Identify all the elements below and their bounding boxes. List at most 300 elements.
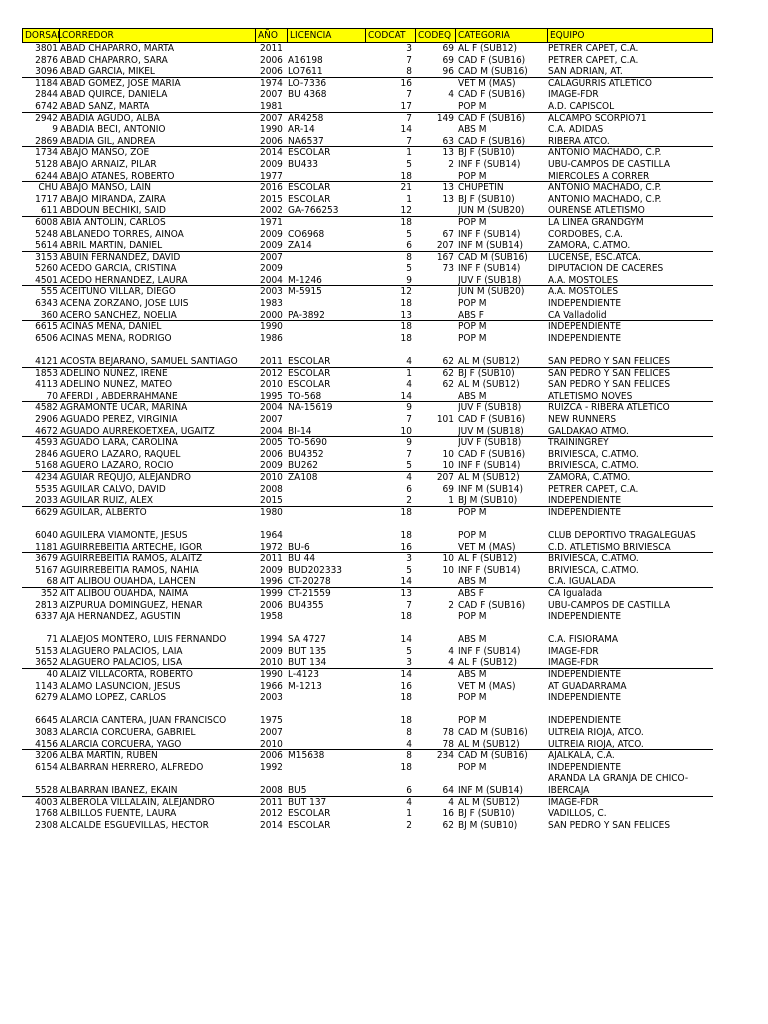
table-row [22, 437, 713, 449]
ano-cell: 2016 [260, 182, 283, 194]
table-row [22, 692, 713, 704]
table-row [22, 159, 713, 171]
categoria-cell: CAD F (SUB16) [458, 89, 526, 101]
equipo-cell: C.D. ATLETISMO BRIVIESCA [548, 541, 671, 553]
categoria-cell: CHUPETIN [458, 182, 504, 194]
codcat-cell: 5 [406, 263, 412, 275]
equipo-cell: CA Igualada [548, 587, 603, 599]
codeq-cell: 4 [448, 657, 454, 669]
table-row [22, 205, 713, 217]
licencia-cell: M-5915 [288, 286, 322, 298]
categoria-cell: AL F (SUB12) [458, 43, 517, 54]
corredor-cell: AGUIRREBEITIA ARTECHE, IGOR [60, 541, 203, 553]
categoria-cell: POP M [458, 170, 487, 182]
table-row [22, 263, 713, 275]
ano-cell: 1975 [260, 715, 283, 727]
codcat-cell: 9 [406, 402, 412, 414]
table-row [22, 750, 713, 762]
table-row [22, 298, 713, 310]
dorsal-cell: 5128 [35, 158, 58, 170]
corredor-cell: ABAD QUIRCE, DANIELA [60, 89, 168, 101]
dorsal-cell: 5535 [35, 483, 58, 495]
ano-cell: 2006 [260, 750, 283, 762]
equipo-cell: UBU-CAMPOS DE CASTILLA [548, 158, 671, 170]
codcat-cell: 7 [406, 448, 412, 460]
dorsal-cell: 611 [40, 205, 58, 217]
ano-cell: 2007 [260, 414, 283, 425]
ano-cell: 1983 [260, 298, 283, 310]
codcat-cell: 14 [400, 634, 412, 646]
codeq-cell: 4 [448, 645, 454, 657]
dorsal-cell: 70 [46, 390, 58, 402]
categoria-cell: POP M [458, 298, 487, 310]
dorsal-cell: 6506 [35, 332, 58, 344]
codcat-cell: 4 [406, 471, 412, 483]
licencia-cell: LO-7336 [288, 77, 327, 89]
equipo-cell: ZAMORA, C.ATMO. [548, 240, 631, 252]
dorsal-cell: 1184 [35, 77, 58, 89]
equipo-cell: ARANDA LA GRANJA DE CHICO- [548, 773, 689, 785]
dorsal-cell: 6343 [35, 298, 58, 310]
categoria-cell: AL F (SUB12) [458, 657, 517, 669]
dorsal-cell: 6742 [35, 100, 58, 112]
codcat-cell: 5 [406, 460, 412, 472]
ano-cell: 2009 [260, 460, 283, 472]
categoria-cell: INF M (SUB14) [458, 483, 523, 495]
codcat-cell: 4 [406, 379, 412, 391]
categoria-cell: ABS F [458, 309, 484, 321]
equipo-cell: C.A. ADIDAS [548, 124, 604, 136]
ano-cell: 1974 [260, 77, 283, 89]
corredor-cell: ABAJO MIRANDA, ZAIRA [60, 193, 166, 205]
corredor-cell: ACEDO GARCIA, CRISTINA [60, 263, 177, 275]
dorsal-cell: 68 [46, 576, 58, 588]
equipo-cell: INDEPENDIENTE [548, 506, 621, 518]
licencia-cell: NA6537 [288, 135, 324, 147]
table-row [22, 275, 713, 287]
dorsal-cell: 6279 [35, 692, 58, 704]
table-row [22, 495, 713, 507]
codcat-cell: 18 [400, 321, 412, 333]
table-row [22, 43, 713, 55]
codcat-cell: 6 [406, 483, 412, 495]
dorsal-cell: 2876 [35, 54, 58, 66]
categoria-cell: BJ F (SUB10) [458, 367, 515, 379]
categoria-cell: ABS M [458, 669, 487, 681]
licencia-cell: PA-3892 [288, 309, 325, 321]
codcat-cell: 16 [400, 541, 412, 553]
categoria-cell: POP M [458, 321, 487, 333]
ano-cell: 2008 [260, 785, 283, 796]
corredor-cell: AJA HERNANDEZ, AGUSTIN [60, 611, 181, 623]
dorsal-cell: 5528 [35, 785, 58, 796]
corredor-cell: ABAD GOMEZ, JOSE MARIA [60, 77, 181, 89]
ano-cell: 2010 [260, 738, 283, 750]
codeq-cell: 1 [448, 495, 454, 507]
licencia-cell: BI-14 [288, 425, 312, 437]
categoria-cell: POP M [458, 506, 487, 518]
dorsal-cell: 40 [46, 669, 58, 681]
table-row [22, 321, 713, 333]
codcat-cell: 1 [406, 193, 412, 205]
equipo-cell: CA Valladolid [548, 309, 607, 321]
licencia-cell: ESCOLAR [288, 147, 331, 159]
categoria-cell: POP M [458, 529, 487, 541]
equipo-cell: INDEPENDIENTE [548, 611, 621, 623]
codeq-cell: 13 [442, 182, 454, 194]
codeq-cell: 13 [442, 147, 454, 159]
ano-cell: 1986 [260, 332, 283, 344]
dorsal-cell: 360 [40, 309, 58, 321]
corredor-cell: ABAJO MANSO, LAIN [60, 182, 151, 194]
codcat-cell: 18 [400, 506, 412, 518]
header-dorsal: DORSAL [25, 30, 63, 41]
codcat-cell: 13 [400, 309, 412, 321]
categoria-cell: INF F (SUB14) [458, 158, 521, 170]
ano-cell: 2011 [260, 796, 283, 808]
ano-cell: 2009 [260, 263, 283, 275]
licencia-cell: NA-15619 [288, 402, 333, 414]
codcat-cell: 14 [400, 390, 412, 402]
equipo-cell: RIBERA ATCO. [548, 135, 610, 147]
ano-cell: 2010 [260, 657, 283, 669]
codcat-cell: 2 [406, 819, 412, 831]
dorsal-cell: 4582 [35, 402, 58, 414]
codeq-cell: 149 [436, 112, 454, 124]
equipo-cell: SAN ADRIAN, AT. [548, 66, 623, 78]
categoria-cell: CAD F (SUB16) [458, 599, 526, 611]
categoria-cell: CAD F (SUB16) [458, 135, 526, 147]
codeq-cell: 167 [436, 251, 454, 263]
equipo-cell: BRIVIESCA, C.ATMO. [548, 460, 639, 472]
corredor-cell: ABAJO MANSO, ZOE [60, 147, 150, 159]
dorsal-cell: 352 [40, 587, 58, 599]
equipo-cell: PETRER CAPET, C.A. [548, 483, 639, 495]
table-row [22, 194, 713, 206]
ano-cell: 1992 [260, 761, 283, 773]
equipo-cell: INDEPENDIENTE [548, 298, 621, 310]
equipo-cell: AJALKALA, C.A. [548, 750, 615, 762]
corredor-cell: ALAMO LASUNCION, JESUS [60, 680, 181, 692]
categoria-cell: VET M (MAS) [458, 680, 516, 692]
ano-cell: 2009 [260, 240, 283, 252]
corredor-cell: ABADIA GIL, ANDREA [60, 135, 156, 147]
codcat-cell: 5 [406, 564, 412, 576]
categoria-cell: VET M (MAS) [458, 77, 516, 89]
categoria-cell: INF F (SUB14) [458, 263, 521, 275]
codcat-cell: 6 [406, 785, 412, 796]
equipo-cell: C.A. FISIORAMA [548, 634, 619, 646]
equipo-cell: C.A. IGUALADA [548, 576, 616, 588]
categoria-cell: INF F (SUB14) [458, 645, 521, 657]
codeq-cell: 16 [442, 808, 454, 820]
categoria-cell: ABS M [458, 576, 487, 588]
categoria-cell: INF F (SUB14) [458, 564, 521, 576]
codeq-cell: 63 [442, 135, 454, 147]
header-equipo: EQUIPO [547, 29, 712, 42]
ano-cell: 2003 [260, 692, 283, 704]
licencia-cell: BU 4368 [288, 89, 327, 101]
codcat-cell: 18 [400, 332, 412, 344]
ano-cell: 2008 [260, 483, 283, 495]
dorsal-cell: 6645 [35, 715, 58, 727]
table-row [22, 773, 713, 785]
codcat-cell: 3 [406, 657, 412, 669]
codcat-cell: 3 [406, 553, 412, 565]
corredor-cell: AGUADO LARA, CAROLINA [60, 437, 178, 449]
table-row [22, 820, 713, 832]
table-row [22, 797, 713, 809]
dorsal-cell: 3096 [35, 66, 58, 78]
codcat-cell: 18 [400, 611, 412, 623]
header-licencia: LICENCIA [287, 29, 365, 42]
codcat-cell: 14 [400, 124, 412, 136]
corredor-cell: ALBA MARTIN, RUBEN [60, 750, 158, 762]
codeq-cell: 207 [436, 471, 454, 483]
corredor-cell: AGUILAR RUIZ, ALEX [60, 495, 154, 507]
corredor-cell: AGUIRREBEITIA RAMOS, NAHIA [60, 564, 199, 576]
categoria-cell: JUV F (SUB18) [458, 274, 522, 286]
table-row [22, 634, 713, 646]
categoria-cell: CAD M (SUB16) [458, 66, 528, 78]
ano-cell: 2000 [260, 309, 283, 321]
codcat-cell: 8 [406, 750, 412, 762]
equipo-cell: IMAGE-FDR [548, 657, 599, 669]
corredor-cell: ALBILLOS FUENTE, LAURA [60, 808, 177, 820]
corredor-cell: ABAD SANZ, MARTA [60, 100, 150, 112]
dorsal-cell: 5153 [35, 645, 58, 657]
codeq-cell: 13 [442, 193, 454, 205]
corredor-cell: ABAJO ATANES, ROBERTO [60, 170, 175, 182]
categoria-cell: CAD F (SUB16) [458, 112, 526, 124]
equipo-cell: ZAMORA, C.ATMO. [548, 471, 631, 483]
equipo-cell: LA LINEA GRANDGYM [548, 216, 644, 228]
licencia-cell: CT-21559 [288, 587, 331, 599]
equipo-cell: BRIVIESCA, C.ATMO. [548, 553, 639, 565]
codeq-cell: 69 [442, 483, 454, 495]
dorsal-cell: 3083 [35, 727, 58, 739]
ano-cell: 2006 [260, 135, 283, 147]
codcat-cell: 1 [406, 808, 412, 820]
table-row [22, 681, 713, 693]
dorsal-cell: 1768 [35, 808, 58, 820]
codcat-cell: 18 [400, 298, 412, 310]
codcat-cell: 10 [400, 425, 412, 437]
ano-cell: 1977 [260, 170, 283, 182]
licencia-cell: BUT 137 [288, 796, 327, 808]
dorsal-cell: 2906 [35, 414, 58, 425]
ano-cell: 2014 [260, 819, 283, 831]
dorsal-cell: 6008 [35, 216, 58, 228]
codcat-cell: 4 [406, 796, 412, 808]
table-row [22, 55, 713, 67]
categoria-cell: POP M [458, 216, 487, 228]
spacer-row [22, 623, 713, 635]
corredor-cell: ABDOUN BECHIKI, SAID [60, 205, 166, 217]
equipo-cell: SAN PEDRO Y SAN FELICES [548, 367, 671, 379]
table-row [22, 600, 713, 612]
dorsal-cell: 1717 [35, 193, 58, 205]
codcat-cell: 14 [400, 576, 412, 588]
dorsal-cell: 4501 [35, 274, 58, 286]
dorsal-cell: CHU [38, 182, 58, 194]
equipo-cell: CORDOBES, C.A. [548, 228, 623, 240]
ano-cell: 2012 [260, 367, 283, 379]
ano-cell: 2006 [260, 66, 283, 78]
codeq-cell: 4 [448, 796, 454, 808]
licencia-cell: BU 44 [288, 553, 316, 565]
licencia-cell: BU-6 [288, 541, 310, 553]
ano-cell: 2009 [260, 645, 283, 657]
codeq-cell: 10 [442, 564, 454, 576]
codcat-cell: 16 [400, 77, 412, 89]
corredor-cell: ADELIÑO NUÑEZ, IRENE [60, 367, 168, 379]
corredor-cell: AGUILAR CALVO, DAVID [60, 483, 166, 495]
corredor-cell: ALCALDE ESGUEVILLAS, HECTOR [60, 819, 209, 831]
licencia-cell: CT-20278 [288, 576, 331, 588]
categoria-cell: BJ F (SUB10) [458, 193, 515, 205]
corredor-cell: ACEITUNO VILLAR, DIEGO [60, 286, 176, 298]
equipo-cell: BRIVIESCA, C.ATMO. [548, 564, 639, 576]
categoria-cell: AL M (SUB12) [458, 356, 520, 368]
licencia-cell: ZA14 [288, 240, 312, 252]
header-corredor: CORREDOR [59, 29, 255, 42]
dorsal-cell: 2308 [35, 819, 58, 831]
table-row [22, 124, 713, 136]
codcat-cell: 21 [400, 182, 412, 194]
equipo-cell: SAN PEDRO Y SAN FELICES [548, 356, 671, 368]
dorsal-cell: 5614 [35, 240, 58, 252]
dorsal-cell: 4121 [35, 356, 58, 368]
codcat-cell: 17 [400, 100, 412, 112]
licencia-cell: BU4355 [288, 599, 324, 611]
ano-cell: 2005 [260, 437, 283, 449]
ano-cell: 1964 [260, 529, 283, 541]
corredor-cell: ALAEJOS MONTERO, LUIS FERNANDO [60, 634, 227, 646]
dorsal-cell: 6337 [35, 611, 58, 623]
categoria-cell: ABS M [458, 390, 487, 402]
ano-cell: 2007 [260, 727, 283, 739]
codcat-cell: 8 [406, 66, 412, 78]
dorsal-cell: 3679 [35, 553, 58, 565]
dorsal-cell: 6040 [35, 529, 58, 541]
equipo-cell: SAN PEDRO Y SAN FELICES [548, 819, 671, 831]
table-row [22, 426, 713, 438]
codcat-cell: 18 [400, 216, 412, 228]
codcat-cell: 8 [406, 251, 412, 263]
dorsal-cell: 5248 [35, 228, 58, 240]
equipo-cell: TRAININGREY [548, 437, 609, 449]
corredor-cell: AGUILAR, ALBERTO [60, 506, 147, 518]
corredor-cell: ABRIL MARTIN, DANIEL [60, 240, 163, 252]
table-row [22, 356, 713, 368]
equipo-cell: LUCENSE, ESC.ATCA. [548, 251, 641, 263]
corredor-cell: AGUADO PEREZ, VIRGINIA [60, 414, 178, 425]
ano-cell: 2011 [260, 356, 283, 368]
codcat-cell: 1 [406, 147, 412, 159]
table-row [22, 739, 713, 751]
corredor-cell: ALAIZ VILLACORTA, ROBERTO [60, 669, 193, 681]
dorsal-cell: 4003 [35, 796, 58, 808]
categoria-cell: ABS M [458, 124, 487, 136]
categoria-cell: POP M [458, 100, 487, 112]
dorsal-cell: 6629 [35, 506, 58, 518]
table-row [22, 553, 713, 565]
licencia-cell: AR-14 [288, 124, 315, 136]
codcat-cell: 9 [406, 437, 412, 449]
licencia-cell: M-1213 [288, 680, 322, 692]
dorsal-cell: 6154 [35, 761, 58, 773]
codeq-cell: 73 [442, 263, 454, 275]
licencia-cell: BUT 135 [288, 645, 327, 657]
ano-cell: 2007 [260, 112, 283, 124]
dorsal-cell: 4234 [35, 471, 58, 483]
dorsal-cell: 4672 [35, 425, 58, 437]
licencia-cell: BUT 134 [288, 657, 327, 669]
dorsal-cell: 1181 [35, 541, 58, 553]
corredor-cell: AGÜERO LAZARO, RAQUEL [60, 448, 181, 460]
codeq-cell: 10 [442, 448, 454, 460]
equipo-cell: ANTONIO MACHADO, C.P. [548, 147, 662, 159]
codcat-cell: 7 [406, 89, 412, 101]
corredor-cell: ALAGUERO PALACIOS, LAIA [60, 645, 183, 657]
licencia-cell: M-1246 [288, 274, 322, 286]
codeq-cell: 78 [442, 738, 454, 750]
equipo-cell: INDEPENDIENTE [548, 715, 621, 727]
corredor-cell: ALBARRAN HERRERO, ALFREDO [60, 761, 204, 773]
codcat-cell: 16 [400, 680, 412, 692]
codeq-cell: 2 [448, 158, 454, 170]
licencia-cell: TO-568 [288, 390, 322, 402]
equipo-cell: A.D. CAPISCOL [548, 100, 615, 112]
ano-cell: 2009 [260, 564, 283, 576]
ano-cell: 2009 [260, 158, 283, 170]
ano-cell: 2011 [260, 43, 283, 54]
licencia-cell: L-4123 [288, 669, 319, 681]
corredor-cell: AIT ALIBOU OUAHDA, NAIMA [60, 587, 189, 599]
categoria-cell: VET M (MAS) [458, 541, 516, 553]
codcat-cell: 7 [406, 112, 412, 124]
equipo-cell: IMAGE-FDR [548, 645, 599, 657]
ano-cell: 1995 [260, 390, 283, 402]
equipo-cell: PETRER CAPET, C.A. [548, 43, 639, 54]
dorsal-cell: 71 [46, 634, 58, 646]
ano-cell: 2012 [260, 808, 283, 820]
dorsal-cell: 2942 [35, 112, 58, 124]
codcat-cell: 5 [406, 228, 412, 240]
codcat-cell: 6 [406, 240, 412, 252]
categoria-cell: JUV F (SUB18) [458, 402, 522, 414]
ano-cell: 2010 [260, 379, 283, 391]
dorsal-cell: 2869 [35, 135, 58, 147]
categoria-cell: BJ F (SUB10) [458, 147, 515, 159]
licencia-cell: GA-766253 [288, 205, 339, 217]
dorsal-cell: 3153 [35, 251, 58, 263]
categoria-cell: AL M (SUB12) [458, 738, 520, 750]
table-row [22, 542, 713, 554]
licencia-cell: ESCOLAR [288, 808, 331, 820]
codeq-cell: 62 [442, 819, 454, 831]
codeq-cell: 10 [442, 553, 454, 565]
codeq-cell: 234 [436, 750, 454, 762]
categoria-cell: AL F (SUB12) [458, 553, 517, 565]
codcat-cell: 14 [400, 669, 412, 681]
equipo-cell: IMAGE-FDR [548, 89, 599, 101]
categoria-cell: ABS M [458, 634, 487, 646]
table-row [22, 333, 713, 345]
codeq-cell: 101 [436, 414, 454, 425]
table-row [22, 136, 713, 148]
